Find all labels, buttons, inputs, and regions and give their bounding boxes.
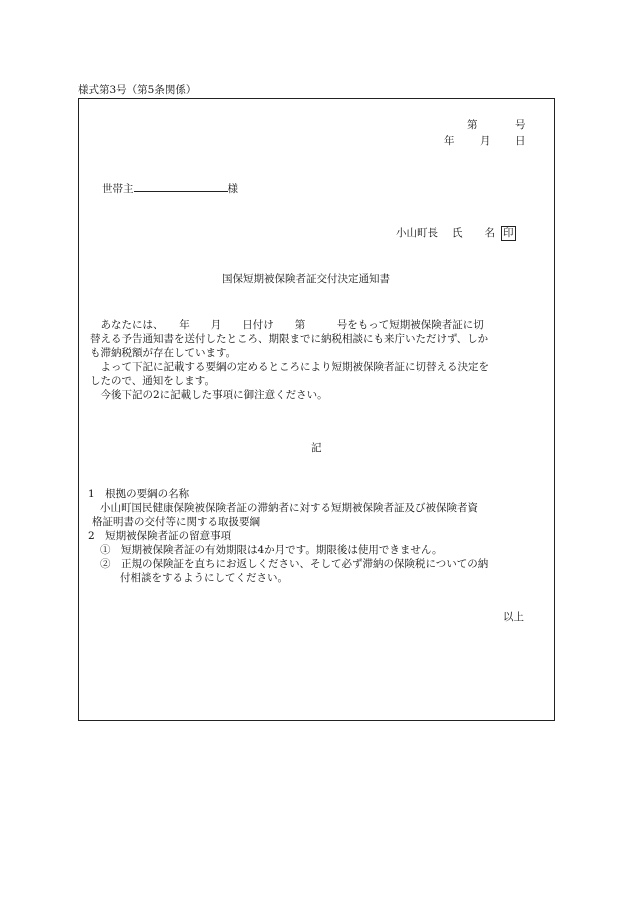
number-dai: 第 <box>467 119 478 131</box>
item-1-line-1: 小山町国民健康保険被保険者証の滞納者に対する短期被保険者証及び被保険者資 <box>100 502 478 514</box>
paragraph-2-line-1: よって下記に記載する要綱の定めるところにより短期被保険者証に切替える決定を <box>100 361 489 373</box>
paragraph-1-line-2: 替える予告通知書を送付したところ、期限までに納税相談にも来庁いただけず、しか <box>90 333 489 345</box>
item-2-sub-2-line-1: ② 正規の保険証を直ちにお返しください、そして必ず滞納の保険税についての納 <box>100 558 489 570</box>
document-title: 国保短期被保険者証交付決定通知書 <box>222 273 390 285</box>
date-month: 月 <box>480 135 491 147</box>
sender-line <box>396 226 516 241</box>
paragraph-1-line-3: も滞納税額が存在しています。 <box>90 347 237 359</box>
number-go: 号 <box>515 119 526 131</box>
seal-stamp: 印 <box>503 227 514 239</box>
paragraph-3-line-1: 今後下記の2に記載した事項に御注意ください。 <box>100 389 328 401</box>
body-paragraphs <box>90 318 545 402</box>
item-2-heading: 2 短期被保険者証の留意事項 <box>88 530 232 542</box>
date-year: 年 <box>444 135 455 147</box>
recipient-name-blank <box>134 180 228 192</box>
sender-mei: 名 <box>484 227 495 239</box>
form-number-label: 様式第3号（第5条関係） <box>78 84 197 96</box>
paragraph-1-line-1: あなたには、 年 月 日付け 第 号をもって短期被保険者証に切 <box>100 319 484 331</box>
item-2-sub-2-line-2: 付相談をするようにしてください。 <box>120 572 288 584</box>
date-day: 日 <box>515 135 526 147</box>
recipient-suffix: 様 <box>227 183 238 195</box>
item-2-sub-1: ① 短期被保険者証の有効期限は4か月です。期限後は使用できません。 <box>100 544 443 556</box>
paragraph-2-line-2: したので、通知をします。 <box>90 375 215 387</box>
items-section <box>88 487 543 585</box>
sender-title: 小山町長 <box>396 227 438 239</box>
recipient-line <box>102 180 238 196</box>
sender-shi: 氏 <box>452 227 463 239</box>
ki-heading: 記 <box>311 442 322 454</box>
closing-ijou: 以上 <box>503 611 524 623</box>
recipient-label: 世帯主 <box>102 183 134 195</box>
item-1-line-2: 格証明書の交付等に関する取扱要綱 <box>92 516 260 528</box>
item-1-heading: 1 根拠の要綱の名称 <box>88 488 190 500</box>
